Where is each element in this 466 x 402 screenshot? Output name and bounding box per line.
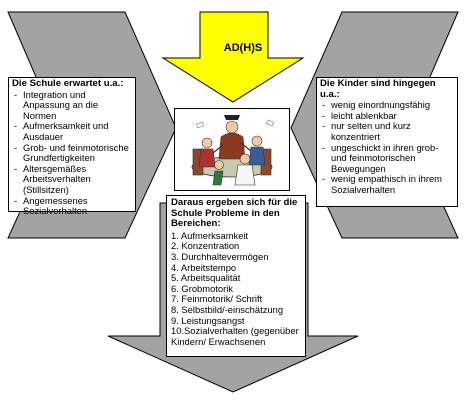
- school-expectation-item: - Grob- und feinmotorische Grundfertigkeiten: [12, 143, 132, 164]
- problem-area-item: 4. Arbeitstempo: [171, 261, 237, 273]
- school-expectations-box: [8, 77, 136, 217]
- problem-area-item: 5. Arbeitsqualität: [171, 272, 241, 284]
- problem-area-item: 6. Grobmotorik: [171, 282, 233, 294]
- classroom-illustration: [174, 108, 290, 191]
- children-traits-heading: Die Kinder sind hingegen u.a.:: [320, 78, 436, 100]
- school-expectation-item: - Angemessenes Sozialverhalten: [12, 196, 132, 217]
- children-trait-item: - wenig empathisch in ihrem Sozialverhalten: [320, 174, 454, 195]
- problem-area-item: 9. Leistungsangst: [171, 314, 245, 326]
- problem-area-item: 10.Sozialverhalten (gegenüber Kindern/ Erwachsenen: [171, 325, 299, 347]
- problem-area-item: 3. Durchhaltevermögen: [171, 250, 269, 262]
- children-traits-box: [316, 77, 458, 207]
- children-trait-item: - nur selten und kurz konzentriert: [320, 121, 454, 142]
- problem-area-item: 8. Selbstbild/-einschätzung: [171, 303, 284, 315]
- children-trait-item: - ungeschickt in ihren grob- und feinmotorischen Bewegungen: [320, 143, 454, 175]
- classroom-scene-image: [175, 109, 289, 190]
- school-expectation-item: - Integration und Anpassung an die Normen: [12, 90, 132, 122]
- school-problems-box: [166, 195, 306, 357]
- children-trait-item: - leicht ablenkbar: [320, 111, 454, 122]
- problem-area-item: 1. Aufmerksamkeit: [171, 229, 249, 241]
- problem-area-item: 7. Feinmotorik/ Schrift: [171, 293, 263, 305]
- school-problems-heading: Daraus ergeben sich für die Schule Probleme in den Bereichen:: [171, 197, 298, 230]
- children-trait-item: - wenig einordnungsfähig: [320, 100, 454, 111]
- school-expectations-heading: Die Schule erwartet u.a.:: [12, 78, 124, 89]
- diagram-title: AD(H)S: [223, 42, 263, 54]
- yellow-arrow: [163, 12, 303, 102]
- school-expectation-item: - Altersgemäßes Arbeitsverhalten (Stillsitzen): [12, 164, 132, 196]
- school-expectation-item: - Aufmerksamkeit und Ausdauer: [12, 121, 132, 142]
- problem-area-item: 2. Konzentration: [171, 240, 240, 252]
